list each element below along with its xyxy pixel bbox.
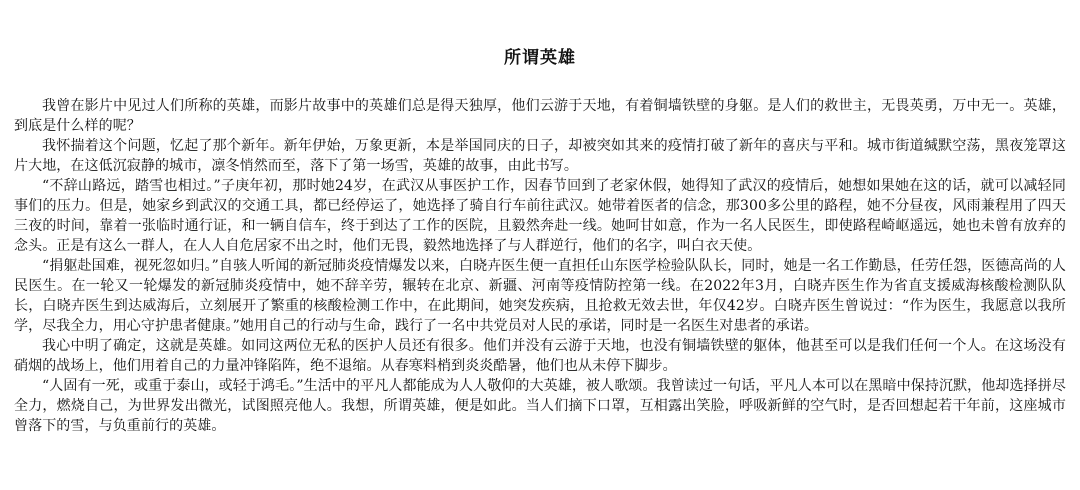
essay-paragraph: “捐躯赴国难，视死忽如归。”自骇人听闻的新冠肺炎疫情爆发以来，白晓卉医生便一直担任山东医学检验队队长，同时，她是一名工作勤恳，任劳任怨，医德高尚的人民医生。在一轮又一轮爆发的新冠肺炎疫情中，她不辞辛劳，辗转在北京、新疆、河南等疫情防控第一线。在2022年3月，白晓卉医生作为省直支援威海核酸检测队队长，白晓卉医生到达威海后，立刻展开了繁重的核酸检测工作中，在此期间，她突发疾病，且抢救无效去世，年仅42岁。白晓卉医生曾说过：“作为医生，我愿意以我所学，尽我全力，用心守护患者健康。”她用自己的行动与生命，践行了一名中共党员对人民的承诺，同时是一名医生对患者的承诺。 bbox=[14, 258, 1066, 334]
essay-document bbox=[14, 0, 1066, 436]
essay-paragraph: “人固有一死，或重于泰山，或轻于鸿毛。”生活中的平凡人都能成为人人敬仰的大英雄，被人歌颂。我曾读过一句话，平凡人本可以在黑暗中保持沉默，他却选择拼尽全力，燃烧自己，为世界发出微光，试图照亮他人。我想，所谓英雄，便是如此。当人们摘下口罩，互相露出笑脸，呼吸新鲜的空气时，是否回想起若干年前，这座城市曾落下的雪，与负重前行的英雄。 bbox=[14, 378, 1066, 434]
essay-paragraph: “不辞山路远，踏雪也相过。”子庚年初，那时她24岁，在武汉从事医护工作，因春节回到了老家休假，她得知了武汉的疫情后，她想如果她在这的话，就可以减轻同事们的压力。但是，她家乡到武汉的交通工具，都已经停运了，她选择了骑自行车前往武汉。她带着医者的信念，那300多公里的路程，她不分昼夜，风雨兼程用了四天三夜的时间，靠着一张临时通行证，和一辆自信车，终于到达了工作的医院，且毅然奔赴一线。她呵甘如意，作为一名人民医生，即使路程崎岖遥远，她也未曾有放弃的念头。正是有这么一群人，在人人自危居家不出之时，他们无畏，毅然地选择了与人群逆行，他们的名字，叫白衣天使。 bbox=[14, 178, 1066, 254]
essay-paragraph: 我曾在影片中见过人们所称的英雄，而影片故事中的英雄们总是得天独厚，他们云游于天地，有着铜墙铁壁的身躯。是人们的救世主，无畏英勇，万中无一。英雄，到底是什么样的呢？ bbox=[14, 98, 1066, 134]
essay-title: 所谓英雄 bbox=[504, 48, 576, 68]
essay-paragraph: 我怀揣着这个问题，忆起了那个新年。新年伊始，万象更新，本是举国同庆的日子，却被突如其来的疫情打破了新年的喜庆与平和。城市街道缄默空荡，黑夜笼罩这片大地，在这低沉寂静的城市，凛冬悄然而至，落下了第一场雪，英雄的故事，由此书写。 bbox=[14, 138, 1066, 174]
essay-body bbox=[14, 96, 1066, 436]
essay-paragraph: 我心中明了确定，这就是英雄。如同这两位无私的医护人员还有很多。他们并没有云游于天地，也没有铜墙铁壁的躯体，他甚至可以是我们任何一个人。在这场没有硝烟的战场上，他们用着自己的力量冲锋陷阵，绝不退缩。从春寒料梢到炎炎酷暑，他们也从未停下脚步。 bbox=[14, 338, 1066, 374]
